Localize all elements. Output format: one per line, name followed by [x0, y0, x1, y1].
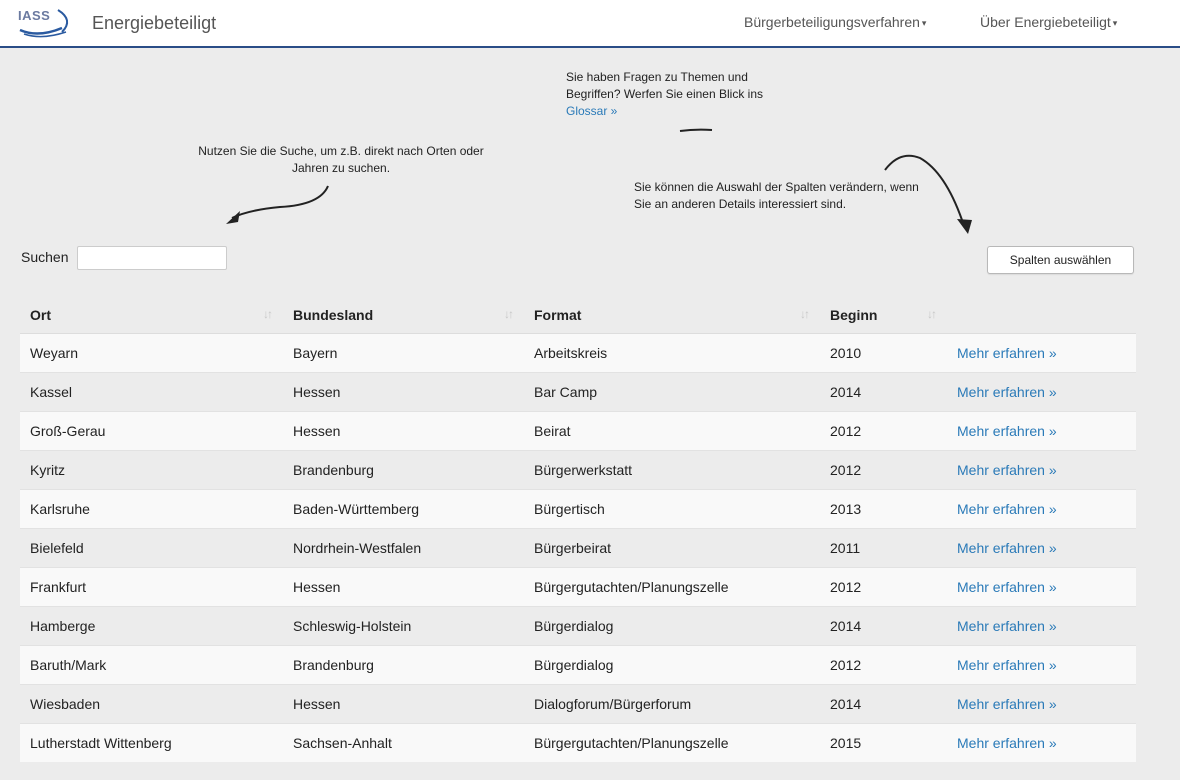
header-label: Format: [534, 306, 582, 323]
table-row: [20, 685, 1136, 724]
header-bundesland[interactable]: [283, 296, 524, 334]
cell-beginn: 2015: [820, 724, 947, 763]
table-row: [20, 490, 1136, 529]
cell-link: [947, 568, 1136, 607]
cell-bundesland: Bayern: [283, 334, 524, 373]
cell-format: Arbeitskreis: [524, 334, 820, 373]
table-row: [20, 334, 1136, 373]
cell-link: [947, 334, 1136, 373]
cell-link: [947, 373, 1136, 412]
cell-link: [947, 490, 1136, 529]
nav-menu-label: Bürgerbeteiligungsverfahren: [744, 14, 920, 30]
cell-beginn: 2012: [820, 646, 947, 685]
glossar-link[interactable]: Glossar »: [566, 104, 618, 118]
cell-ort: Kyritz: [20, 451, 283, 490]
cell-format: Bürgertisch: [524, 490, 820, 529]
table-body: [20, 334, 1136, 763]
cell-beginn: 2014: [820, 685, 947, 724]
caret-down-icon: ▾: [1112, 18, 1118, 28]
header-format[interactable]: [524, 296, 820, 334]
hint-columns: Sie können die Auswahl der Spalten verändern, wenn Sie an anderen Details interessiert sind.: [634, 180, 919, 211]
mehr-erfahren-link[interactable]: Mehr erfahren »: [957, 501, 1057, 517]
cell-bundesland: Hessen: [283, 373, 524, 412]
cell-bundesland: Schleswig-Holstein: [283, 607, 524, 646]
brand-title[interactable]: Energiebeteiligt: [92, 13, 217, 33]
results-table: [20, 296, 1136, 762]
cell-beginn: 2011: [820, 529, 947, 568]
cell-bundesland: Hessen: [283, 568, 524, 607]
hint-search: Nutzen Sie die Suche, um z.B. direkt nach Orten oder Jahren zu suchen.: [198, 144, 484, 175]
columns-arrow-head: [957, 219, 972, 234]
cell-format: Dialogforum/Bürgerforum: [524, 685, 820, 724]
cell-link: [947, 451, 1136, 490]
cell-beginn: 2014: [820, 607, 947, 646]
table-row: [20, 646, 1136, 685]
nav-menu-ueber[interactable]: [980, 14, 1117, 30]
header-label: Bundesland: [293, 306, 374, 323]
cell-format: Bürgergutachten/Planungszelle: [524, 724, 820, 763]
sort-icon: ↓↑: [263, 307, 271, 321]
cell-link: [947, 607, 1136, 646]
mehr-erfahren-link[interactable]: Mehr erfahren »: [957, 735, 1057, 751]
header-label: Beginn: [830, 306, 878, 323]
table-header-row: [20, 296, 1136, 334]
cell-ort: Baruth/Mark: [20, 646, 283, 685]
cell-format: Bürgerbeirat: [524, 529, 820, 568]
cell-ort: Bielefeld: [20, 529, 283, 568]
cell-ort: Hamberge: [20, 607, 283, 646]
cell-bundesland: Baden-Württemberg: [283, 490, 524, 529]
cell-ort: Weyarn: [20, 334, 283, 373]
cell-bundesland: Brandenburg: [283, 646, 524, 685]
sort-icon: ↓↑: [800, 307, 808, 321]
cell-beginn: 2012: [820, 412, 947, 451]
search-arrow-curve: [232, 186, 328, 218]
cell-ort: Lutherstadt Wittenberg: [20, 724, 283, 763]
cell-ort: Frankfurt: [20, 568, 283, 607]
mehr-erfahren-link[interactable]: Mehr erfahren »: [957, 696, 1057, 712]
mehr-erfahren-link[interactable]: Mehr erfahren »: [957, 540, 1057, 556]
glossar-underline-stroke: [680, 130, 712, 131]
cell-bundesland: Sachsen-Anhalt: [283, 724, 524, 763]
cell-format: Bürgergutachten/Planungszelle: [524, 568, 820, 607]
sort-icon: ↓↑: [927, 307, 935, 321]
cell-link: [947, 412, 1136, 451]
cell-format: Bürgerwerkstatt: [524, 451, 820, 490]
mehr-erfahren-link[interactable]: Mehr erfahren »: [957, 384, 1057, 400]
cell-ort: Karlsruhe: [20, 490, 283, 529]
nav-menu-verfahren[interactable]: [744, 14, 926, 30]
cell-format: Bürgerdialog: [524, 646, 820, 685]
cell-link: [947, 646, 1136, 685]
table-row: [20, 607, 1136, 646]
cell-ort: Groß-Gerau: [20, 412, 283, 451]
mehr-erfahren-link[interactable]: Mehr erfahren »: [957, 345, 1057, 361]
cell-bundesland: Hessen: [283, 412, 524, 451]
mehr-erfahren-link[interactable]: Mehr erfahren »: [957, 657, 1057, 673]
header-empty: [947, 296, 1136, 334]
iass-logo[interactable]: [18, 6, 78, 38]
cell-beginn: 2014: [820, 373, 947, 412]
search-label: Suchen: [21, 249, 69, 265]
cell-bundesland: Hessen: [283, 685, 524, 724]
cell-format: Bar Camp: [524, 373, 820, 412]
header-ort[interactable]: [20, 296, 283, 334]
mehr-erfahren-link[interactable]: Mehr erfahren »: [957, 462, 1057, 478]
cell-ort: Wiesbaden: [20, 685, 283, 724]
cell-bundesland: Nordrhein-Westfalen: [283, 529, 524, 568]
cell-ort: Kassel: [20, 373, 283, 412]
cell-beginn: 2012: [820, 568, 947, 607]
logo-text: IASS: [18, 8, 51, 23]
hint-glossar: [566, 69, 786, 120]
sort-icon: ↓↑: [504, 307, 512, 321]
mehr-erfahren-link[interactable]: Mehr erfahren »: [957, 579, 1057, 595]
cell-link: [947, 685, 1136, 724]
header-label: Ort: [30, 306, 51, 323]
cell-bundesland: Brandenburg: [283, 451, 524, 490]
search-arrow-head: [226, 211, 240, 224]
header-beginn[interactable]: [820, 296, 947, 334]
navbar: [0, 0, 1180, 48]
nav-menu-label: Über Energiebeteiligt: [980, 14, 1111, 30]
table-row: [20, 724, 1136, 763]
mehr-erfahren-link[interactable]: Mehr erfahren »: [957, 423, 1057, 439]
select-columns-button[interactable]: Spalten auswählen: [987, 246, 1134, 274]
table-row: [20, 373, 1136, 412]
cell-beginn: 2012: [820, 451, 947, 490]
hint-glossar-text: Sie haben Fragen zu Themen und Begriffen? Werfen Sie einen Blick ins: [566, 70, 763, 101]
logo-wave-icon: [18, 6, 78, 38]
caret-down-icon: ▾: [921, 18, 927, 28]
table-row: [20, 451, 1136, 490]
cell-link: [947, 529, 1136, 568]
cell-format: Bürgerdialog: [524, 607, 820, 646]
mehr-erfahren-link[interactable]: Mehr erfahren »: [957, 618, 1057, 634]
table-row: [20, 412, 1136, 451]
cell-link: [947, 724, 1136, 763]
cell-format: Beirat: [524, 412, 820, 451]
table-row: [20, 529, 1136, 568]
search-input[interactable]: [77, 246, 227, 270]
cell-beginn: 2010: [820, 334, 947, 373]
cell-beginn: 2013: [820, 490, 947, 529]
table-row: [20, 568, 1136, 607]
